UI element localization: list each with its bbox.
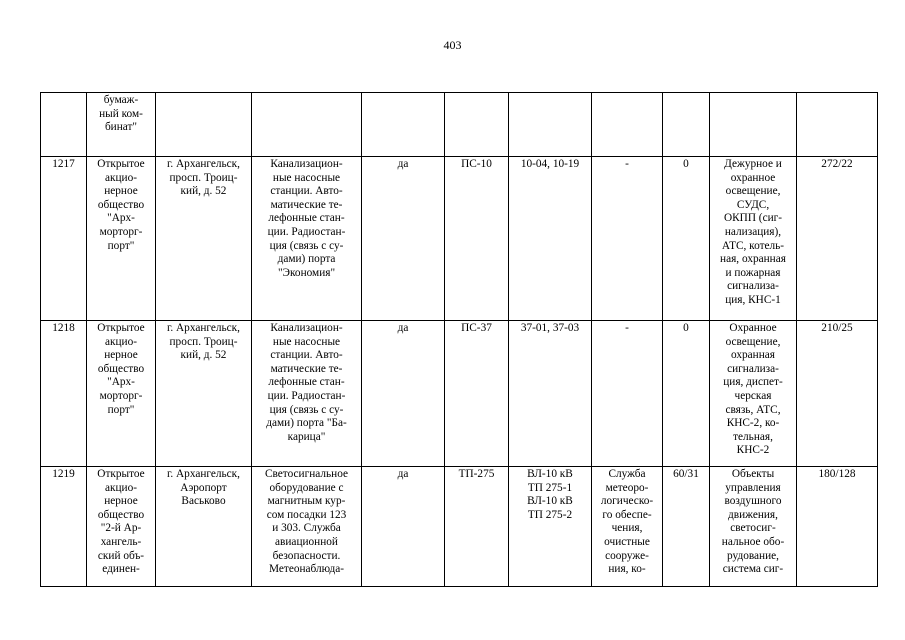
cell-address (156, 93, 252, 157)
cell-ratio (797, 93, 878, 157)
cell-ratio: 180/128 (797, 467, 878, 587)
cell-substation: ПС-10 (445, 157, 509, 321)
table-row (41, 467, 878, 587)
cell-organization: бумаж- ный ком- бинат" (87, 93, 156, 157)
cell-service: Служба метеоро- логическо- го обеспе- чения, очистные сооруже- ния, ко- (592, 467, 663, 587)
table-row-continuation (41, 93, 878, 157)
cell-number: 1219 (41, 467, 87, 587)
cell-service (592, 93, 663, 157)
cell-value (663, 93, 710, 157)
table-row (41, 321, 878, 467)
cell-substation: ПС-37 (445, 321, 509, 467)
cell-objects: Канализацион- ные насосные станции. Авто- матические те- лефонные стан- ции. Радиостан- ция (связь с су- дами) порта "Экономия" (252, 157, 362, 321)
cell-equipment: Дежурное и охранное освещение, СУДС, ОКПП (сиг- нализация), АТС, котель- ная, охранная и пожарная сигнализа- ция, КНС-1 (710, 157, 797, 321)
cell-value: 0 (663, 157, 710, 321)
cell-flag: да (362, 467, 445, 587)
cell-objects: Светосигнальное оборудование с магнитным кур- сом посадки 123 и 303. Служба авиационной безопасности. Метеонаблюда- (252, 467, 362, 587)
cell-objects: Канализацион- ные насосные станции. Авто- матические те- лефонные стан- ции. Радиостан- ция (связь с су- дами) порта "Ба- карица" (252, 321, 362, 467)
cell-equipment: Охранное освещение, охранная сигнализа- ция, диспет- черская связь, АТС, КНС-2, ко- тельная, КНС-2 (710, 321, 797, 467)
cell-ratio: 210/25 (797, 321, 878, 467)
cell-substation: ТП-275 (445, 467, 509, 587)
table-row (41, 157, 878, 321)
cell-equipment (710, 93, 797, 157)
cell-flag: да (362, 157, 445, 321)
cell-flag (362, 93, 445, 157)
cell-value: 0 (663, 321, 710, 467)
cell-feeders: 37-01, 37-03 (509, 321, 592, 467)
cell-objects (252, 93, 362, 157)
cell-address: г. Архангельск, просп. Троиц- кий, д. 52 (156, 321, 252, 467)
cell-service: - (592, 157, 663, 321)
cell-flag: да (362, 321, 445, 467)
cell-feeders (509, 93, 592, 157)
data-table (40, 92, 878, 587)
cell-address: г. Архангельск, Аэропорт Васьково (156, 467, 252, 587)
cell-feeders: ВЛ-10 кВ ТП 275-1 ВЛ-10 кВ ТП 275-2 (509, 467, 592, 587)
cell-organization: Открытое акцио- нерное общество "Арх- морторг- порт" (87, 157, 156, 321)
cell-organization: Открытое акцио- нерное общество "2-й Ар- хангель- ский объ- единен- (87, 467, 156, 587)
cell-number: 1218 (41, 321, 87, 467)
cell-value: 60/31 (663, 467, 710, 587)
cell-address: г. Архангельск, просп. Троиц- кий, д. 52 (156, 157, 252, 321)
page-number: 403 (443, 38, 462, 52)
cell-organization: Открытое акцио- нерное общество "Арх- морторг- порт" (87, 321, 156, 467)
cell-number (41, 93, 87, 157)
cell-service: - (592, 321, 663, 467)
cell-feeders: 10-04, 10-19 (509, 157, 592, 321)
cell-number: 1217 (41, 157, 87, 321)
cell-equipment: Объекты управления воздушного движения, светосиг- нальное обо- рудование, система сиг- (710, 467, 797, 587)
cell-ratio: 272/22 (797, 157, 878, 321)
cell-substation (445, 93, 509, 157)
